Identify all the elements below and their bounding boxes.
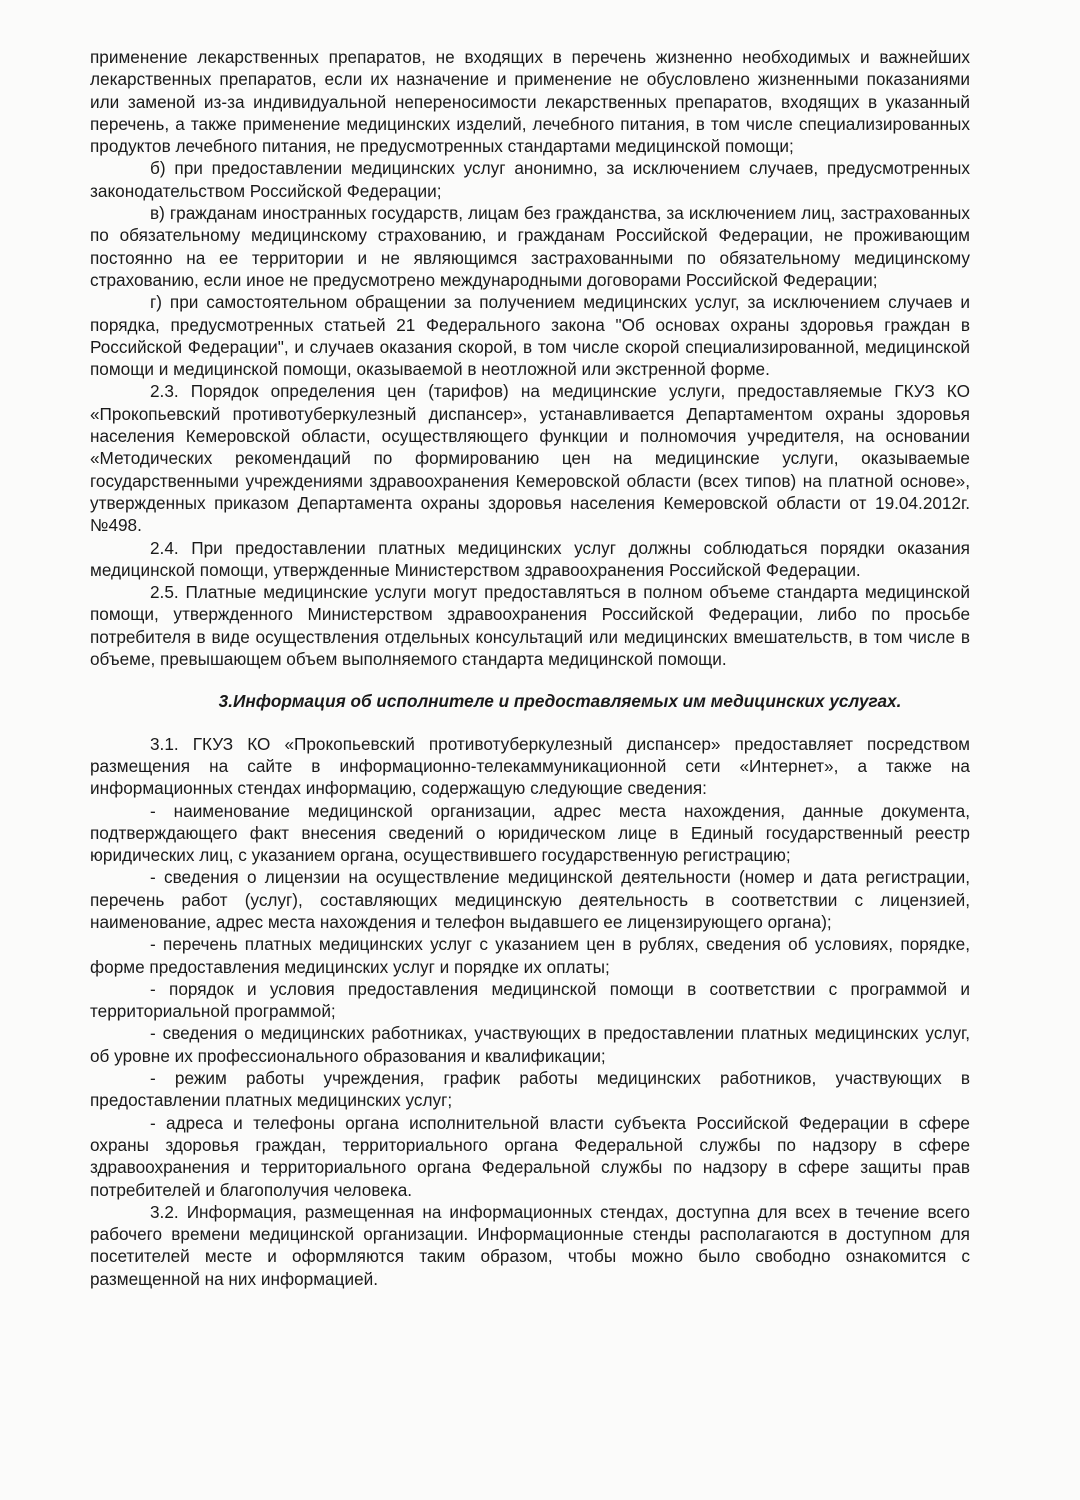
- list-item-org-name: - наименование медицинской организации, адрес места нахождения, данные документа, подтверждающего факт внесения сведений о юридическом лице в Единый государственный реестр юридических лиц, с указанием органа, осуществившего государственную регистрацию;: [90, 800, 970, 866]
- list-item-price-list: - перечень платных медицинских услуг с указанием цен в рублях, сведения об условиях, порядке, форме предоставления медицинских услуг и порядке их оплаты;: [90, 934, 970, 977]
- list-item-addresses: - адреса и телефоны органа исполнительной власти субъекта Российской Федерации в сфере охраны здоровья граждан, территориального органа Федеральной службы по надзору в сфере здравоохранения и территориального органа Федеральной службы по надзору в сфере защиты прав потребителей и благополучия человека.: [90, 1112, 970, 1200]
- paragraph-item-b: б) при предоставлении медицинских услуг анонимно, за исключением случаев, предусмотренных законодательством Российской Федерации;: [90, 158, 970, 201]
- list-item-procedure: - порядок и условия предоставления медицинской помощи в соответствии с программой и территориальной программой;: [90, 978, 970, 1022]
- paragraph-2-3: 2.3. Порядок определения цен (тарифов) на медицинские услуги, предоставляемые ГКУЗ КО «Прокопьевский противотуберкулезный диспансер», устанавливается Департаментом охраны здоровья населения Кемеровской области, осуществляющего функции и полномочия учредителя, на основании «Методических рекомендаций по формированию цен на медицинские услуги, оказываемые государственными учреждениями здравоохранения Кемеровской области (всех типов) на платной основе», утвержденных приказом Департамента охраны здоровья населения Кемеровской области от 19.04.2012г. №498.: [90, 381, 970, 536]
- paragraph-item-v: в) гражданам иностранных государств, лицам без гражданства, за исключением лиц, застрахованных по обязательному медицинскому страхованию, и гражданам Российской Федерации, не проживающим постоянно на ее территории и не являющимся застрахованными по обязательному медицинскому страхованию, если иное не предусмотрено международными договорами Российской Федерации;: [90, 203, 970, 290]
- list-item-staff: - сведения о медицинских работниках, участвующих в предоставлении платных медицинских услуг, об уровне их профессионального образования и квалификации;: [90, 1023, 970, 1066]
- paragraph-3-2: 3.2. Информация, размещенная на информационных стендах, доступна для всех в течение всего рабочего времени медицинской организации. Информационные стенды располагаются в доступном для посетителей месте и оформляются таким образом, чтобы можно было свободно ознакомится с размещенной на них информацией.: [90, 1201, 970, 1289]
- list-item-schedule: - режим работы учреждения, график работы медицинских работников, участвующих в предоставлении платных медицинских услуг;: [90, 1068, 970, 1111]
- paragraph-item-g: г) при самостоятельном обращении за получением медицинских услуг, за исключением случаев и порядка, предусмотренных статьей 21 Федерального закона "Об основах охраны здоровья граждан в Российской Федерации", и случаев оказания скорой, в том числе скорой специализированной, медицинской помощи и медицинской помощи, оказываемой в неотложной или экстренной форме.: [90, 292, 970, 380]
- paragraph-2-5: 2.5. Платные медицинские услуги могут предоставляться в полном объеме стандарта медицинской помощи, утвержденного Министерством здравоохранения Российской Федерации, либо по просьбе потребителя в виде осуществления отдельных консультаций или медицинских вмешательств, в том числе в объеме, превышающем объем выполняемого стандарта медицинской помощи.: [90, 582, 970, 670]
- list-item-license: - сведения о лицензии на осуществление медицинской деятельности (номер и дата регистрации, перечень работ (услуг), составляющих медицинскую деятельность в соответствии с лицензией, наименование, адрес места нахождения и телефон выдавшего ее лицензирующего органа);: [90, 867, 970, 932]
- paragraph-2-4: 2.4. При предоставлении платных медицинских услуг должны соблюдаться порядки оказания медицинской помощи, утвержденные Министерством здравоохранения Российской Федерации.: [90, 537, 970, 580]
- section-heading: 3.Информация об исполнителе и предоставляемых им медицинских услугах.: [218, 691, 902, 712]
- paragraph-3-1: 3.1. ГКУЗ КО «Прокопьевский противотуберкулезный диспансер» предоставляет посредством размещения на сайте в информационно-телекаммуникационной сети «Интернет», а также на информационных стендах информацию, содержащую следующие сведения:: [90, 733, 970, 799]
- paragraph-continuation: применение лекарственных препаратов, не входящих в перечень жизненно необходимых и важнейших лекарственных препаратов, если их назначение и применение не обусловлено жизненными показаниями или заменой из-за индивидуальной непереносимости лекарственных препаратов, входящих в указанный перечень, а также применение медицинских изделий, лечебного питания, в том числе специализированных продуктов лечебного питания, не предусмотренных стандартами медицинской помощи;: [90, 47, 970, 157]
